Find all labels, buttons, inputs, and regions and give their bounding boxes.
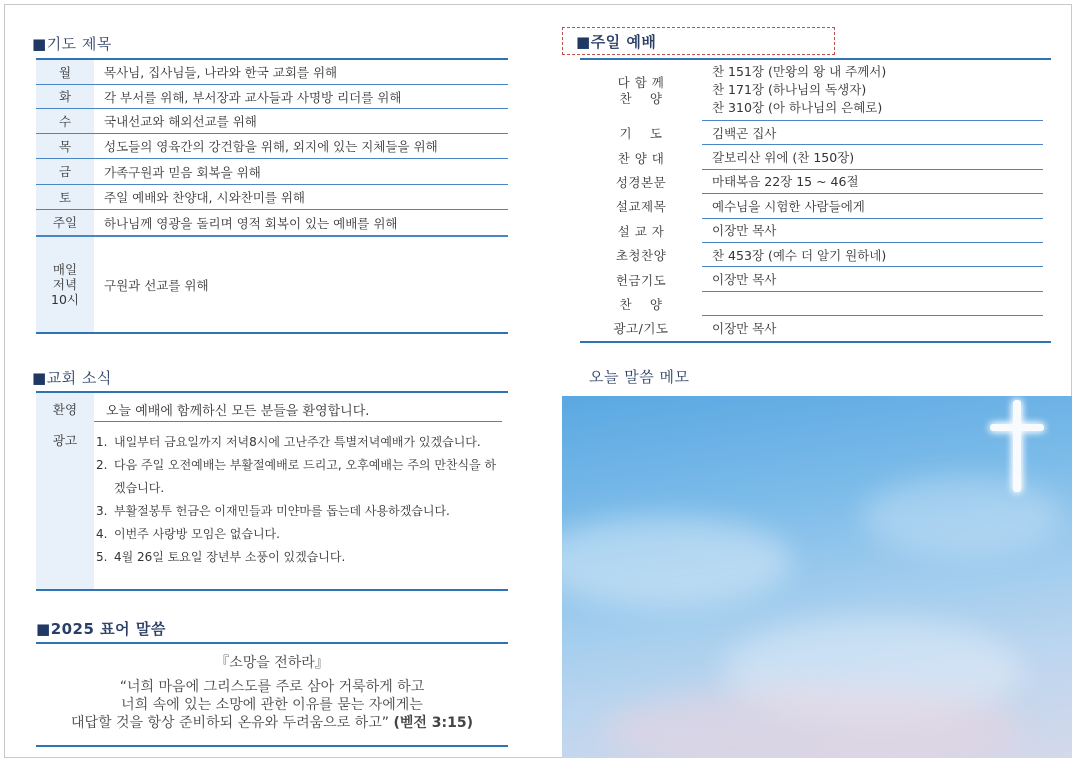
- worship-row: [580, 292, 1051, 316]
- worship-label: 설교제목: [615, 199, 667, 215]
- praise-label-line: 다 함 께: [617, 74, 665, 90]
- square-bullet-icon: ■: [576, 33, 591, 51]
- worship-value: 찬 453장 (예수 더 알기 원하네): [702, 243, 1043, 267]
- prayer-text: 주일 예배와 찬양대, 시와찬미를 위해: [104, 190, 305, 205]
- prayer-row: [36, 109, 508, 134]
- worship-value: 갈보리산 위에 (찬 150장): [702, 145, 1043, 169]
- divider: [94, 421, 502, 422]
- daily-line: 10시: [51, 292, 79, 307]
- worship-row: [580, 316, 1051, 340]
- verse-title-text: 2025 표어 말씀: [50, 620, 166, 638]
- prayer-day: 금: [36, 159, 94, 184]
- prayer-row: [36, 60, 508, 85]
- worship-row: [580, 121, 1051, 145]
- worship-value: 이장만 목사: [712, 321, 777, 337]
- worship-label: 찬 양: [619, 296, 663, 312]
- worship-value: 이장만 목사: [702, 219, 1043, 243]
- notice-text: 부활절봉투 헌금은 이재민들과 미얀마를 돕는데 사용하겠습니다.: [114, 504, 450, 518]
- square-bullet-icon: ■: [36, 620, 51, 638]
- worship-value: [702, 60, 1043, 121]
- prayer-text: 국내선교와 해외선교를 위해: [104, 114, 257, 129]
- notice-number: 1.: [96, 435, 108, 449]
- worship-label: 광고/기도: [613, 321, 669, 337]
- news-title-text: 교회 소식: [46, 369, 112, 387]
- square-bullet-icon: ■: [32, 35, 47, 53]
- news-label-column: [36, 393, 94, 589]
- worship-label: 기 도: [619, 126, 663, 142]
- welcome-text: 오늘 예배에 함께하신 모든 분들을 환영합니다.: [106, 404, 370, 419]
- worship-row: [580, 194, 1051, 218]
- hymn-line: 찬 151장 (만왕의 왕 내 주께서): [712, 64, 887, 79]
- prayer-day: 목: [36, 134, 94, 158]
- worship-row: [580, 267, 1051, 291]
- verse-line: “너희 마음에 그리스도를 주로 삼아 거룩하게 하고: [119, 679, 425, 695]
- notice-label: 광고: [52, 433, 78, 448]
- notice-number: 3.: [96, 504, 108, 518]
- prayer-day: 화: [36, 85, 94, 108]
- verse-theme: 『소망을 전하라』: [215, 655, 329, 671]
- list-item: [96, 523, 504, 546]
- verse-line: 너희 속에 있는 소망에 관한 이유를 묻는 자에게는: [121, 697, 423, 713]
- notice-list: [96, 431, 504, 569]
- prayer-row: [36, 134, 508, 159]
- worship-label: 설 교 자: [617, 223, 665, 239]
- prayer-row: [36, 210, 508, 236]
- list-item: [96, 454, 504, 500]
- prayer-table: [36, 58, 508, 334]
- prayer-title-text: 기도 제목: [46, 35, 112, 53]
- worship-row: [580, 219, 1051, 243]
- hymn-line: 찬 171장 (하나님의 독생자): [712, 82, 867, 97]
- notice-number: 4.: [96, 527, 108, 541]
- verse-box: [36, 642, 508, 747]
- daily-line: 저녁: [52, 277, 78, 292]
- hymn-line: 찬 310장 (아 하나님의 은혜로): [712, 100, 883, 115]
- verse-line-text: 대답할 것을 항상 준비하되 온유와 두려움으로 하고”: [71, 715, 389, 731]
- worship-value: 예수님을 시험한 사람들에게: [702, 194, 1043, 218]
- notice-text: 다음 주일 오전예배는 부활절예배로 드리고, 오후예배는 주의 만찬식을 하겠습니다.: [114, 458, 497, 495]
- worship-value: 이장만 목사: [702, 267, 1043, 291]
- notice-text: 이번주 사랑방 모임은 없습니다.: [114, 527, 280, 541]
- verse-section-title: [36, 618, 166, 639]
- worship-row: [580, 60, 1051, 121]
- worship-row: [580, 170, 1051, 194]
- list-item: [96, 500, 504, 523]
- worship-value: [702, 292, 1043, 316]
- worship-section-title: [576, 31, 656, 52]
- worship-title-text: 주일 예배: [590, 33, 657, 51]
- worship-label: 성경본문: [615, 174, 667, 190]
- worship-value: 마태복음 22장 15 ~ 46절: [702, 170, 1043, 194]
- prayer-day: 토: [36, 185, 94, 209]
- worship-row: [580, 243, 1051, 267]
- prayer-row: [36, 159, 508, 185]
- cross-icon: [562, 396, 1072, 758]
- prayer-section-title: [32, 33, 112, 54]
- worship-label: 초청찬양: [615, 248, 667, 264]
- prayer-day: 월: [36, 60, 94, 84]
- prayer-text: 하나님께 영광을 돌리며 영적 회복이 있는 예배를 위해: [104, 215, 398, 231]
- worship-row: [580, 145, 1051, 169]
- prayer-text: 목사님, 집사님들, 나라와 한국 교회를 위해: [104, 65, 338, 80]
- prayer-day: 수: [36, 109, 94, 133]
- prayer-row: [36, 85, 508, 109]
- prayer-text: 가족구원과 믿음 회복을 위해: [104, 164, 261, 180]
- square-bullet-icon: ■: [32, 369, 47, 387]
- worship-value: 김백곤 집사: [702, 121, 1043, 145]
- memo-title: 오늘 말씀 메모: [589, 368, 690, 386]
- verse-reference: (벧전 3:15): [393, 715, 473, 731]
- prayer-text: 성도들의 영육간의 강건함을 위해, 외지에 있는 지체들을 위해: [104, 139, 438, 154]
- sky-cross-image: [562, 396, 1072, 758]
- news-section-title: [32, 367, 112, 388]
- worship-label: 찬 양 대: [617, 150, 665, 166]
- list-item: [96, 431, 504, 454]
- prayer-row: [36, 185, 508, 210]
- news-table: [36, 391, 508, 591]
- list-item: [96, 546, 504, 569]
- prayer-row-daily: [36, 236, 508, 332]
- notice-text: 내일부터 금요일까지 저녁8시에 고난주간 특별저녁예배가 있겠습니다.: [114, 435, 481, 449]
- praise-label-line: 찬 양: [619, 90, 663, 106]
- worship-label: 헌금기도: [615, 272, 667, 288]
- welcome-label: 환영: [52, 402, 78, 417]
- prayer-text: 각 부서를 위해, 부서장과 교사들과 사명방 리더를 위해: [104, 89, 402, 105]
- prayer-day-daily: [36, 237, 94, 332]
- verse-line: [36, 714, 508, 732]
- worship-order-table: [580, 58, 1051, 343]
- notice-number: 2.: [96, 458, 108, 472]
- worship-label: [580, 60, 702, 121]
- prayer-text: 구원과 선교를 위해: [104, 277, 209, 293]
- notice-text: 4월 26일 토요일 장년부 소풍이 있겠습니다.: [114, 550, 346, 564]
- daily-line: 매일: [52, 262, 78, 277]
- notice-number: 5.: [96, 550, 108, 564]
- prayer-day: 주일: [36, 210, 94, 235]
